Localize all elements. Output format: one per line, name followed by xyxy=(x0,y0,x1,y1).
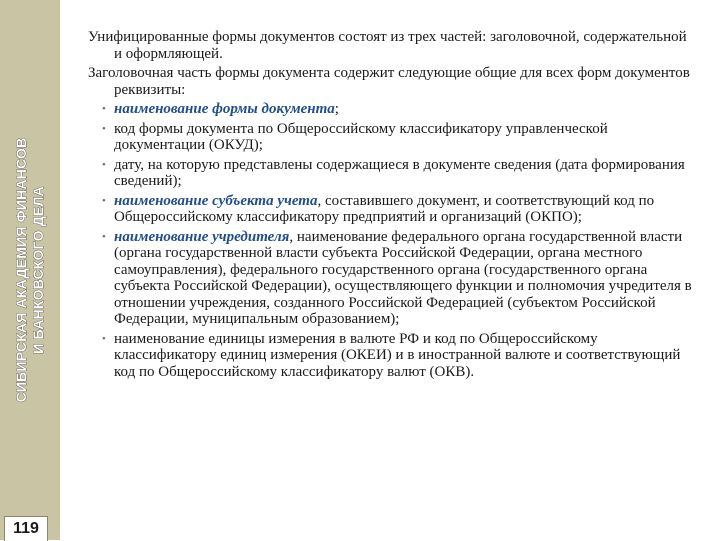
item-highlight: наименование субъекта учета xyxy=(114,192,318,209)
academy-name-line1: СИБИРСКАЯ АКАДЕМИЯ ФИНАНСОВ xyxy=(13,137,29,403)
item-text: ; xyxy=(334,101,339,117)
academy-name-line2: И БАНКОВСКОГО ДЕЛА xyxy=(30,186,46,354)
item-text: наименование единицы измерения в валюте РФ и код по Общероссийскому классификатору единиц измерения (ОКЕИ) и в иностранной валюте и соответствующий код по Общероссийскому классификатору валют (ОКВ). xyxy=(114,330,681,380)
bullet-icon: • xyxy=(102,158,106,171)
item-highlight: наименование формы документа xyxy=(114,101,335,117)
item-text: , наименование федерального органа государственной власти (органа государственной власти субъекта Российской Федерации, органа местного самоуправления), федерального государственного органа (государственного органа субъекта Российской Федерации), осуществляющего функции и полномочия учредителя в отношении учреждения, созданного Российской Федерацией (субъектом Российской Федерации, муниципальным образованием); xyxy=(114,228,692,327)
sidebar-band xyxy=(0,0,60,540)
requisites-list xyxy=(88,101,692,380)
page-number: 119 xyxy=(4,516,48,541)
item-highlight: наименование учредителя xyxy=(114,228,290,245)
item-text: , составившего документ, и соответствующий код по Общероссийскому классификатору предприятий и организаций (ОКПО); xyxy=(114,192,655,225)
bullet-icon: • xyxy=(102,103,106,115)
intro-paragraph: Унифицированные формы документов состоят из трех частей: заголовочной, содержательной и оформляющей. xyxy=(88,29,687,62)
item-text: код формы документа по Общероссийскому классификатору управленческой документации (ОКУД); xyxy=(114,120,608,153)
list-item xyxy=(88,193,692,226)
list-item xyxy=(88,101,692,118)
bullet-icon: • xyxy=(102,194,106,207)
list-item xyxy=(88,331,692,381)
slide-content xyxy=(88,29,692,383)
list-item xyxy=(88,157,692,190)
list-item xyxy=(88,229,692,328)
bullet-icon: • xyxy=(102,230,106,243)
lead-paragraph: Заголовочная часть формы документа содержит следующие общие для всех форм документов реквизиты: xyxy=(88,65,690,98)
list-item xyxy=(88,121,692,154)
bullet-icon: • xyxy=(102,332,106,345)
item-text: дату, на которую представлены содержащиеся в документе сведения (дата формирования сведений); xyxy=(114,156,685,189)
academy-name xyxy=(13,55,47,485)
bullet-icon: • xyxy=(102,122,106,135)
